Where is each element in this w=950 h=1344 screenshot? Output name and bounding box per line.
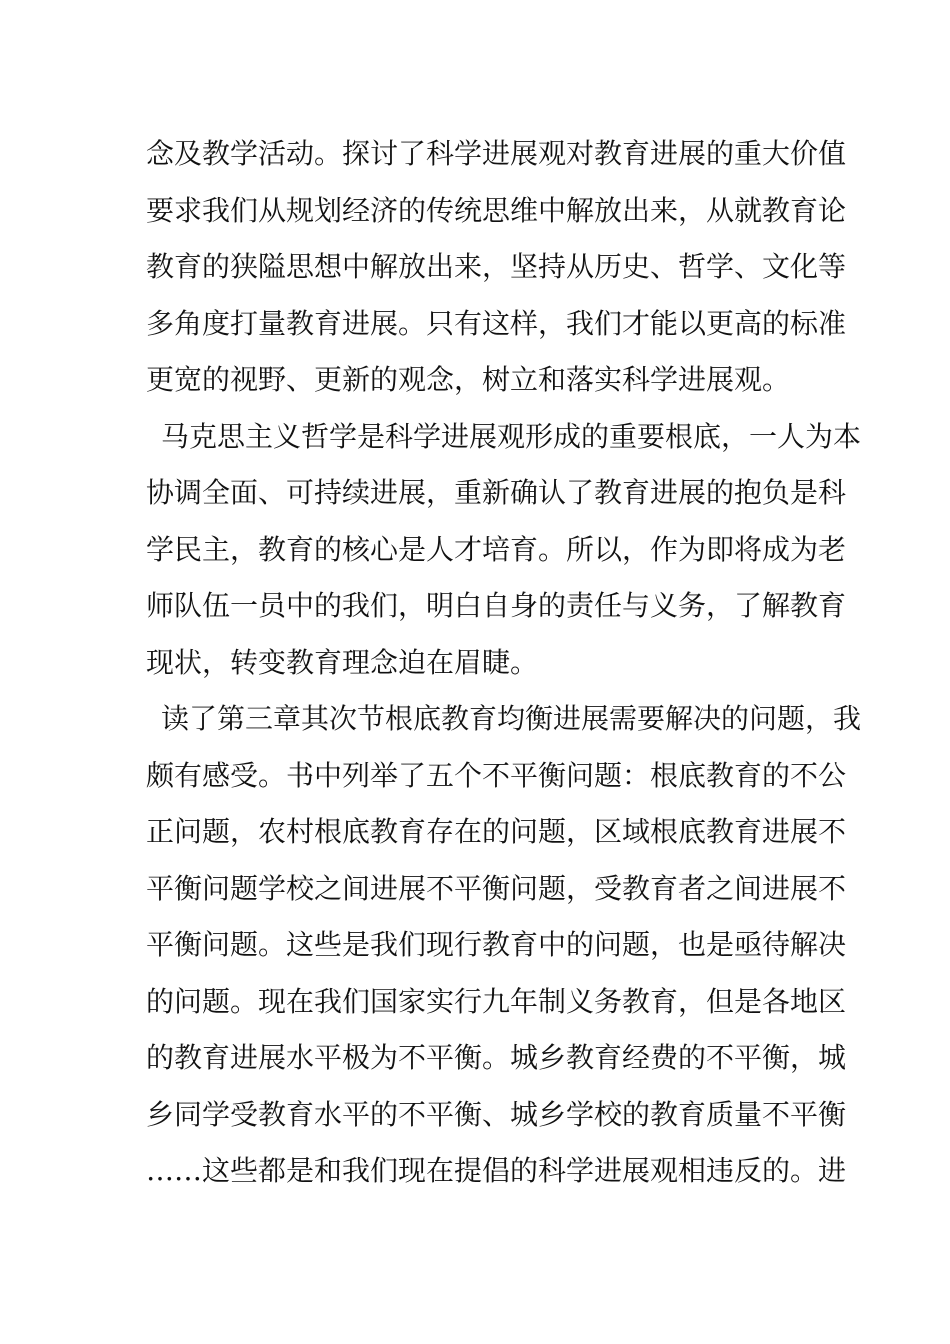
text-line: 正问题，农村根底教育存在的问题，区域根底教育进展不: [146, 815, 847, 848]
text-line: 学民主，教育的核心是人才培育。所以，作为即将成为老: [146, 532, 847, 566]
paragraph-first-line: 马克思主义哲学是科学进展观形成的重要根底，一人为本: [161, 419, 862, 453]
text-line: 平衡问题学校之间进展不平衡问题，受教育者之间进展不: [146, 871, 847, 905]
text-line: 颇有感受。书中列举了五个不平衡问题：根底教育的不公: [146, 758, 847, 792]
paragraph-first-line: 读了第三章其次节根底教育均衡进展需要解决的问题，我: [161, 702, 862, 735]
text-line: 的问题。现在我们国家实行九年制义务教育，但是各地区: [146, 984, 847, 1018]
text-line: 协调全面、可持续进展，重新确认了教育进展的抱负是科: [146, 476, 847, 509]
text-line: 教育的狭隘思想中解放出来，坚持从历史、哲学、文化等: [146, 250, 847, 283]
text-line: 更宽的视野、更新的观念，树立和落实科学进展观。: [146, 363, 791, 396]
text-line: 念及教学活动。探讨了科学进展观对教育进展的重大价值: [146, 137, 847, 170]
text-line: 平衡问题。这些是我们现行教育中的问题，也是亟待解决: [146, 928, 847, 961]
text-line: 多角度打量教育进展。只有这样，我们才能以更高的标准: [146, 306, 847, 340]
text-line: 要求我们从规划经济的传统思维中解放出来，从就教育论: [146, 193, 847, 227]
text-line: 现状，转变教育理念迫在眉睫。: [146, 645, 539, 679]
text-line: 乡同学受教育水平的不平衡、城乡学校的教育质量不平衡: [146, 1097, 847, 1131]
text-line: 的教育进展水平极为不平衡。城乡教育经费的不平衡，城: [146, 1041, 847, 1074]
text-line: 师队伍一员中的我们，明白自身的责任与义务，了解教育: [146, 589, 847, 622]
text-line: ……这些都是和我们现在提倡的科学进展观相违反的。进: [146, 1154, 847, 1187]
body-text: [146, 126, 862, 1200]
